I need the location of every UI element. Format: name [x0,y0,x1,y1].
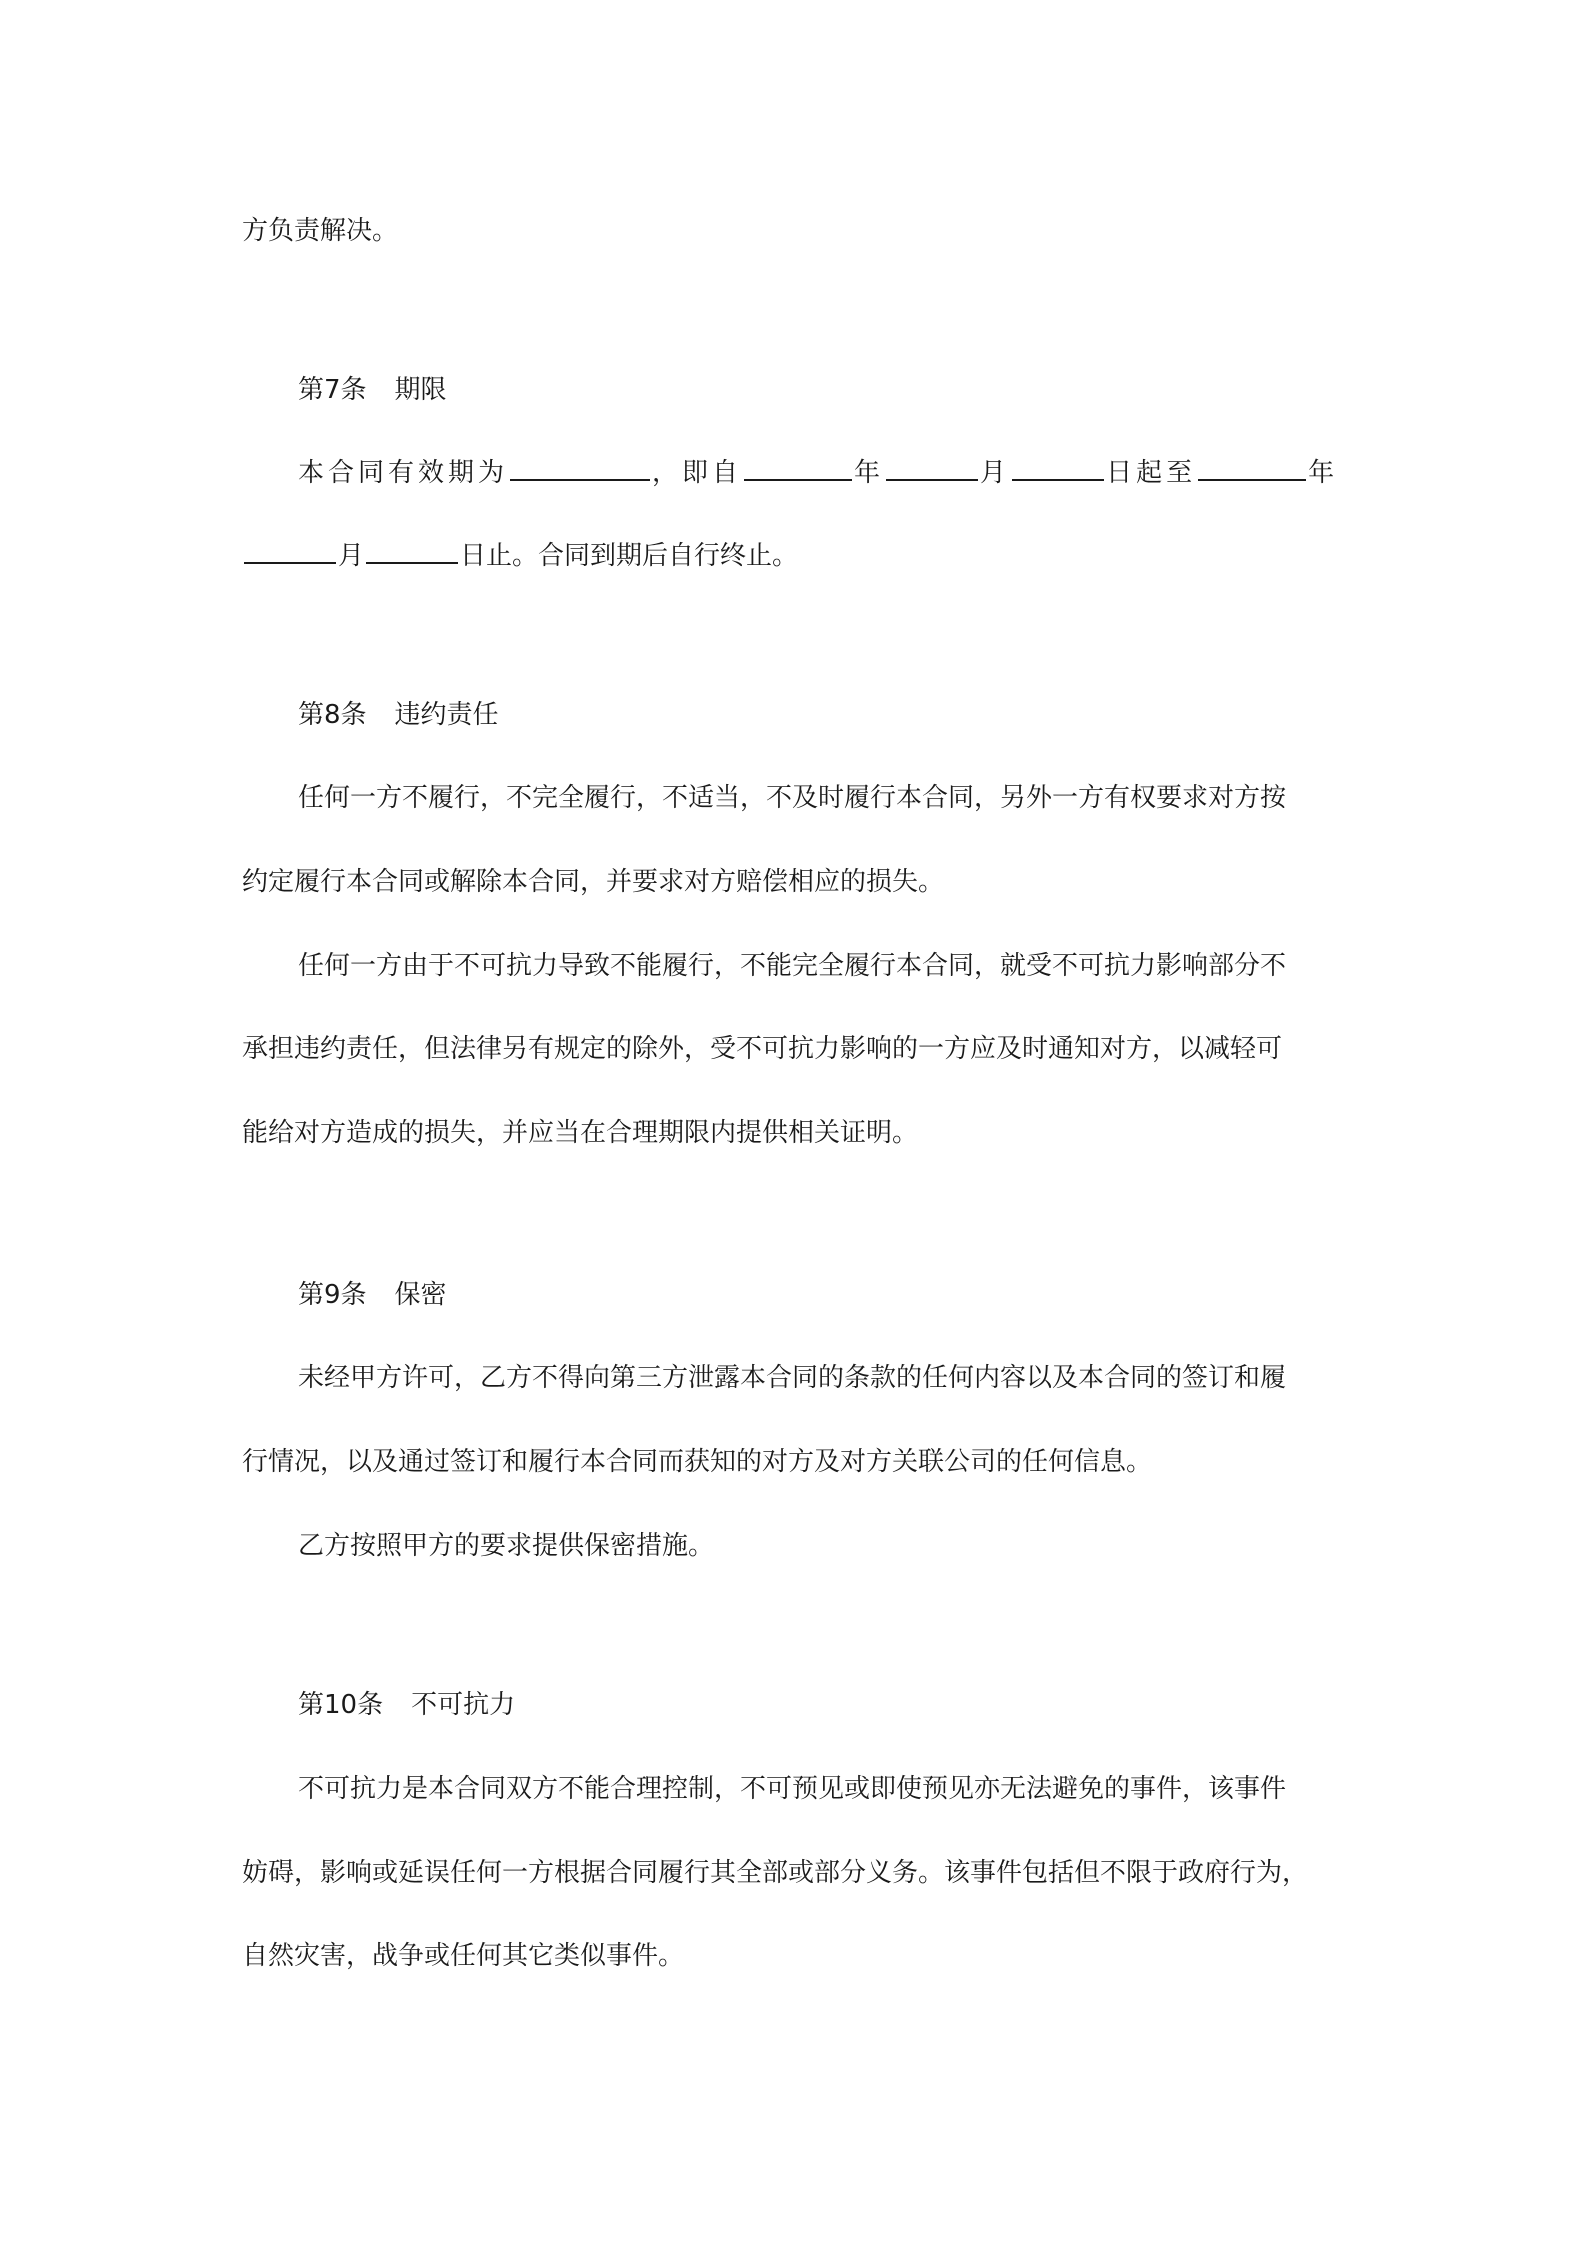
article-7-line-1 [298,455,1338,491]
article-7-number: 第7条 [298,375,367,405]
article-9-paragraph-1-line-2: 行情况，以及通过签订和履行本合同而获知的对方及对方关联公司的任何信息。 [242,1447,1153,1477]
article-10-number: 第10条 [298,1690,384,1720]
article-10-title: 不可抗力 [411,1690,516,1720]
continuation-line: 方负责解决。 [242,216,399,246]
article-8-paragraph-2-line-1: 任何一方由于不可抗力导致不能履行，不能完全履行本合同，就受不可抗力影响部分不 [298,951,1287,981]
article-8-paragraph-2-line-3: 能给对方造成的损失，并应当在合理期限内提供相关证明。 [242,1118,919,1148]
article-7-heading [298,372,447,408]
article-8-paragraph-1-line-2: 约定履行本合同或解除本合同，并要求对方赔偿相应的损失。 [242,867,945,897]
start-year-blank [744,455,852,481]
article-8-heading [298,697,499,733]
end-month-blank [244,538,336,564]
article-8-paragraph-2-line-2: 承担违约责任，但法律另有规定的除外，受不可抗力影响的一方应及时通知对方，以减轻可 [242,1034,1283,1064]
article-9-paragraph-2: 乙方按照甲方的要求提供保密措施。 [298,1531,715,1561]
article-8-paragraph-1-line-1: 任何一方不履行，不完全履行，不适当，不及时履行本合同，另外一方有权要求对方按 [298,783,1287,813]
validity-label: 本合同有效期为 [298,458,509,488]
start-day-blank [1012,455,1104,481]
start-day-unit: 日起至 [1106,458,1197,488]
article-10-paragraph-line-3: 自然灾害，战争或任何其它类似事件。 [242,1941,685,1971]
article-10-heading [298,1687,515,1723]
end-day-blank [366,538,458,564]
article-9-number: 第9条 [298,1280,367,1310]
article-7-line-2 [242,538,798,574]
end-year-blank [1198,455,1306,481]
article-9-title: 保密 [394,1280,447,1310]
start-month-blank [886,455,978,481]
end-month-unit: 月 [338,541,365,571]
end-year-unit: 年 [1308,458,1339,488]
article-7-title: 期限 [394,375,447,405]
article-9-paragraph-1-line-1: 未经甲方许可，乙方不得向第三方泄露本合同的条款的任何内容以及本合同的签订和履 [298,1363,1287,1393]
article-8-number: 第8条 [298,700,367,730]
from-label: ，即自 [652,458,743,488]
end-day-suffix: 日止。合同到期后自行终止。 [460,541,799,571]
article-10-paragraph-line-1: 不可抗力是本合同双方不能合理控制，不可预见或即使预见亦无法避免的事件，该事件 [298,1774,1287,1804]
article-9-heading [298,1277,447,1313]
start-month-unit: 月 [980,458,1011,488]
validity-period-blank [510,455,650,481]
start-year-unit: 年 [854,458,885,488]
article-10-paragraph-line-2: 妨碍，影响或延误任何一方根据合同履行其全部或部分义务。该事件包括但不限于政府行为， [242,1858,1309,1888]
article-8-title: 违约责任 [394,700,499,730]
